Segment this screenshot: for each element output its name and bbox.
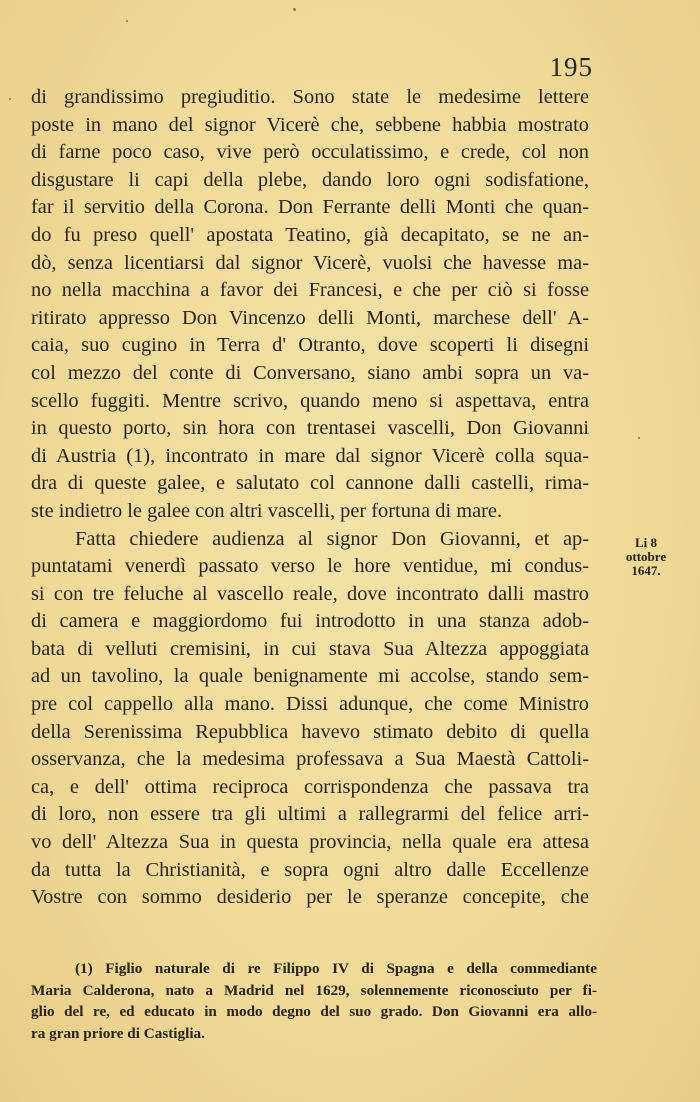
text-line: Vostre con sommo desiderio per le speranze concepite, che xyxy=(31,886,589,909)
text-line: in questo porto, sin hora con trentasei vascelli, Don Giovanni xyxy=(31,417,589,440)
text-line: bata di velluti cremisini, in cui stava Sua Altezza appoggiata xyxy=(31,637,589,660)
text-line: osservanza, che la medesima professava a Sua Maestà Cattoli- xyxy=(31,748,589,771)
text-line: dra di queste galee, e salutato col cannone dalli castelli, rima- xyxy=(31,472,589,495)
text-line: si con tre feluche al vascello reale, dove incontrato dalli mastro xyxy=(31,582,589,605)
margin-note-line: 1647. xyxy=(631,563,661,578)
text-line: do fu preso quell' apostata Teatino, già decapitato, se ne an- xyxy=(31,223,589,246)
footnote xyxy=(31,958,597,1044)
print-speck xyxy=(126,20,128,22)
text-line: far il servitio della Corona. Don Ferrante delli Monti che quan- xyxy=(31,196,589,219)
text-line: poste in mano del signor Vicerè che, sebbene habbia mostrato xyxy=(31,113,589,136)
body-text xyxy=(31,84,589,912)
text-line: della Serenissima Repubblica havevo stimato debito di quella xyxy=(31,720,589,743)
footnote-line: Maria Calderona, nato a Madrid nel 1629, solennemente riconosciuto per fi- xyxy=(31,981,597,999)
margin-date-note xyxy=(611,536,681,578)
text-line: dò, senza licentiarsi dal signor Vicerè, vuolsi che havesse ma- xyxy=(31,251,589,274)
margin-note-line: Li 8 xyxy=(634,535,658,550)
text-line: da tutta la Christianità, e sopra ogni altro dalle Eccellenze xyxy=(31,858,589,881)
text-line: di grandissimo pregiuditio. Sono state le medesime lettere xyxy=(31,86,589,108)
text-line: scello fuggiti. Mentre scrivo, quando meno si aspettava, entra xyxy=(31,389,589,412)
page-number: 195 xyxy=(549,52,593,82)
print-speck xyxy=(9,98,11,100)
footnote-line: ra gran priore di Castiglia. xyxy=(31,1024,205,1042)
text-line: no nella macchina a favor dei Francesi, e che per ciò si fosse xyxy=(31,279,589,302)
text-line: col mezzo del conte di Conversano, siano ambi sopra un va- xyxy=(31,361,589,384)
text-line: pre col cappello alla mano. Dissi adunque, che come Ministro xyxy=(31,693,589,716)
text-line: di camera e maggiordomo fui introdotto in una stanza adob- xyxy=(31,610,589,633)
text-line: ste indietro le galee con altri vascelli, per fortuna di mare. xyxy=(31,499,503,522)
margin-note-line: ottobre xyxy=(625,549,667,564)
text-line: Fatta chiedere audienza al signor Don Giovanni, et ap- xyxy=(75,527,589,550)
text-line: caia, suo cugino in Terra d' Otranto, dove scoperti li disegni xyxy=(31,334,589,357)
footnote-line: (1) Figlio naturale di re Filippo IV di Spagna e della commediante xyxy=(75,960,597,977)
text-line: di Austria (1), incontrato in mare dal signor Vicerè colla squa- xyxy=(31,444,589,467)
print-speck xyxy=(293,8,296,11)
text-line: vo dell' Altezza Sua in questa provincia, nella quale era attesa xyxy=(31,831,589,854)
text-line: ca, e dell' ottima reciproca corrispondenza che passava tra xyxy=(31,775,589,798)
print-speck xyxy=(638,437,640,439)
footnote-line: glio del re, ed educato in modo degno del suo grado. Don Giovanni era allo- xyxy=(31,1003,597,1020)
text-line: di loro, non essere tra gli ultimi a rallegrarmi del felice arri- xyxy=(31,803,589,826)
text-line: ad un tavolino, la quale benignamente mi accolse, stando sem- xyxy=(31,665,589,688)
text-line: puntatami venerdì passato verso le hore ventidue, mi condus- xyxy=(31,555,589,578)
text-line: ritirato appresso Don Vincenzo delli Monti, marchese dell' A- xyxy=(31,306,589,329)
text-line: disgustare li capi della plebe, dando loro ogni sodisfatione, xyxy=(31,168,589,191)
text-line: di farne poco caso, vive però occulatissimo, e crede, col non xyxy=(31,141,589,164)
